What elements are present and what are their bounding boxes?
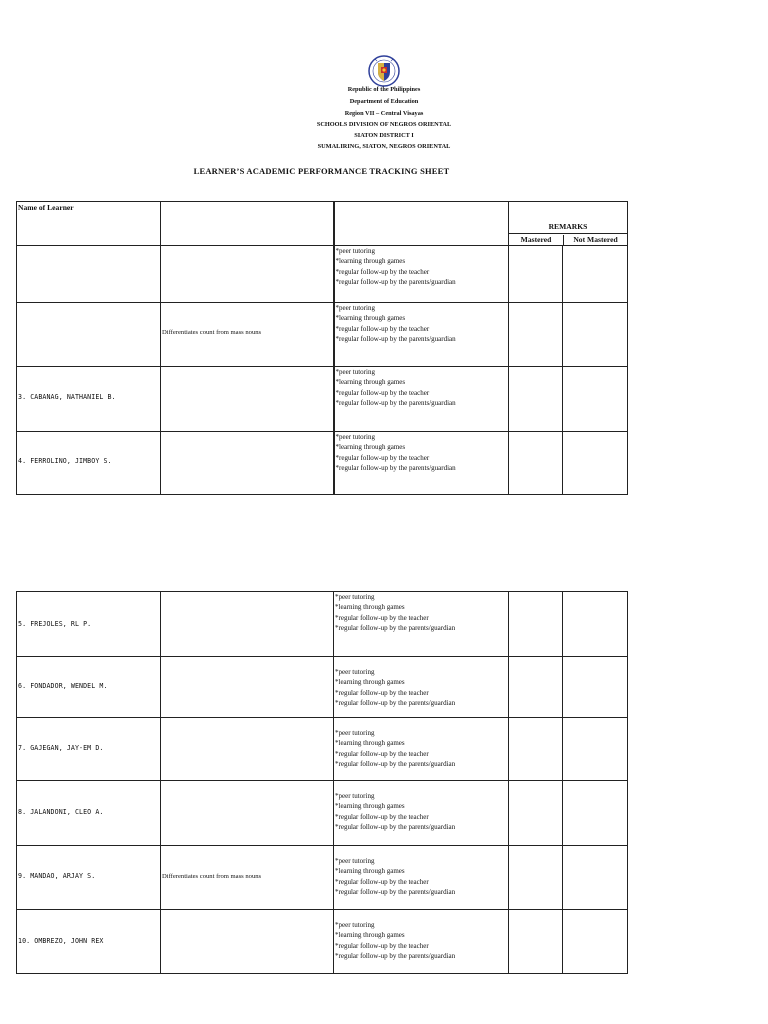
activity-peer-tutoring: *peer tutoring: [335, 433, 375, 441]
learner-name: 3. CABANAG, NATHANIEL B.: [18, 393, 116, 401]
learner-name: 5. FREJOLES, RL P.: [18, 620, 92, 628]
header-remarks-cell: [509, 202, 628, 246]
mastered-mark: [509, 367, 562, 368]
document-title: LEARNER’S ACADEMIC PERFORMANCE TRACKING SHEET: [193, 166, 450, 176]
not-mastered-cell: [563, 781, 628, 846]
header-department: Department of Education: [349, 98, 419, 105]
mastered-mark: [509, 846, 562, 847]
table-row: [17, 246, 628, 303]
header-skills-cell: [161, 202, 334, 246]
activity-parent-followup: *regular follow-up by the parents/guardian: [335, 335, 456, 344]
table-row: [17, 367, 628, 432]
not-mastered-cell: [563, 657, 628, 718]
tracking-table-page-2: [16, 591, 628, 974]
mastered-mark: [509, 781, 562, 782]
activity-games: *learning through games: [335, 257, 406, 266]
learner-name: 10. OMBREZO, JOHN REX: [18, 937, 104, 945]
activity-games: *learning through games: [335, 443, 406, 452]
not-mastered-cell: [563, 592, 628, 657]
activity-parent-followup: *regular follow-up by the parents/guardian: [335, 823, 456, 832]
table-row: [17, 781, 628, 846]
activity-peer-tutoring: *peer tutoring: [335, 247, 375, 255]
activity-peer-tutoring: *peer tutoring: [335, 729, 375, 737]
mastered-label: Mastered: [509, 235, 564, 246]
activity-games: *learning through games: [335, 739, 405, 748]
mastered-mark: [509, 303, 562, 304]
table-row: [17, 432, 628, 495]
activity-teacher-followup: *regular follow-up by the teacher: [335, 324, 430, 333]
activity-games: *learning through games: [335, 678, 405, 687]
name-of-learner-label: Name of Learner: [18, 203, 74, 212]
activity-peer-tutoring: *peer tutoring: [335, 368, 375, 376]
activity-parent-followup: *regular follow-up by the parents/guardian: [335, 760, 456, 769]
activity-peer-tutoring: *peer tutoring: [335, 921, 375, 929]
mastered-mark: [509, 592, 562, 593]
learner-name: 4. FERROLINO, JIMBOY S.: [18, 457, 112, 465]
activity-teacher-followup: *regular follow-up by the teacher: [335, 688, 429, 697]
mastered-mark: [509, 718, 562, 719]
least-learned-skills-label: [161, 202, 333, 203]
activity-parent-followup: *regular follow-up by the parents/guardian: [335, 952, 456, 961]
not-mastered-cell: [563, 910, 628, 974]
activity-teacher-followup: *regular follow-up by the teacher: [335, 388, 430, 397]
table-row: [17, 718, 628, 781]
activity-teacher-followup: *regular follow-up by the teacher: [335, 941, 429, 950]
activities-list: [336, 246, 456, 288]
not-mastered-cell: [563, 367, 628, 432]
table-row: [17, 910, 628, 974]
header-republic: Republic of the Philippines: [347, 86, 421, 93]
activity-peer-tutoring: *peer tutoring: [335, 593, 375, 601]
activity-peer-tutoring: *peer tutoring: [335, 668, 375, 676]
activity-parent-followup: *regular follow-up by the parents/guardian: [335, 278, 456, 287]
activity-teacher-followup: *regular follow-up by the teacher: [335, 453, 430, 462]
table-row: [17, 303, 628, 367]
header-division: SCHOOLS DIVISION OF NEGROS ORIENTAL: [316, 121, 452, 128]
remarks-label: REMARKS: [548, 222, 588, 231]
table-row: [17, 657, 628, 718]
activities-list: [335, 728, 455, 770]
mastered-mark: [509, 910, 562, 911]
suggested-activities-label: [335, 202, 509, 203]
activity-games: *learning through games: [335, 802, 405, 811]
activity-games: *learning through games: [335, 931, 405, 940]
header-region: Region VII – Central Visayas: [344, 110, 424, 117]
learner-name: 8. JALANDONI, CLEO A.: [18, 808, 104, 816]
activity-parent-followup: *regular follow-up by the parents/guardian: [335, 699, 456, 708]
not-mastered-cell: [563, 246, 628, 303]
activities-list: [336, 367, 456, 409]
activity-games: *learning through games: [335, 378, 406, 387]
header-name-cell: [17, 202, 161, 246]
activity-games: *learning through games: [335, 603, 405, 612]
not-mastered-cell: [563, 432, 628, 495]
header-district: SIATON DISTRICT I: [354, 132, 414, 139]
table-header-row: [17, 202, 628, 246]
activity-parent-followup: *regular follow-up by the parents/guardian: [335, 888, 456, 897]
learner-name: 9. MANDAO, ARJAY S.: [18, 872, 96, 880]
not-mastered-cell: [563, 846, 628, 910]
activities-list: [336, 432, 456, 474]
activities-list: [335, 592, 455, 634]
activities-list: [335, 667, 455, 709]
mastered-mark: [509, 657, 562, 658]
header-address: SUMALIRING, SIATON, NEGROS ORIENTAL: [317, 143, 451, 150]
activity-games: *learning through games: [335, 314, 406, 323]
activities-list: [335, 856, 455, 898]
male-label: [17, 202, 160, 203]
activity-teacher-followup: *regular follow-up by the teacher: [335, 613, 429, 622]
activity-teacher-followup: *regular follow-up by the teacher: [335, 812, 429, 821]
activities-list: [335, 791, 455, 833]
activities-list: [336, 303, 456, 345]
activity-games: *learning through games: [335, 867, 405, 876]
activity-parent-followup: *regular follow-up by the parents/guardian: [335, 399, 456, 408]
not-mastered-label: Not Mastered: [573, 235, 618, 244]
activity-peer-tutoring: *peer tutoring: [335, 857, 375, 865]
least-learned-skill: Differentiates count from mass nouns: [162, 873, 262, 880]
mastered-mark: [509, 246, 562, 247]
activity-teacher-followup: *regular follow-up by the teacher: [335, 267, 430, 276]
mastered-mark: [509, 432, 562, 433]
not-mastered-cell: [563, 718, 628, 781]
activity-teacher-followup: *regular follow-up by the teacher: [335, 877, 429, 886]
table-row: [17, 846, 628, 910]
activity-parent-followup: *regular follow-up by the parents/guardian: [335, 464, 456, 473]
activities-list: [335, 920, 455, 962]
header-activities-cell: [334, 202, 509, 246]
activity-peer-tutoring: *peer tutoring: [335, 304, 375, 312]
tracking-table-page-1: [16, 201, 628, 495]
learner-name: 7. GAJEGAN, JAY-EM D.: [18, 744, 104, 752]
not-mastered-cell: [563, 303, 628, 367]
activity-peer-tutoring: *peer tutoring: [335, 792, 375, 800]
learner-name: 6. FONDADOR, WENDEL M.: [18, 682, 108, 690]
activity-parent-followup: *regular follow-up by the parents/guardian: [335, 624, 456, 633]
activity-teacher-followup: *regular follow-up by the teacher: [335, 749, 429, 758]
deped-seal-logo: [361, 55, 407, 87]
least-learned-skill: Differentiates count from mass nouns: [162, 329, 262, 336]
table-row: [17, 592, 628, 657]
